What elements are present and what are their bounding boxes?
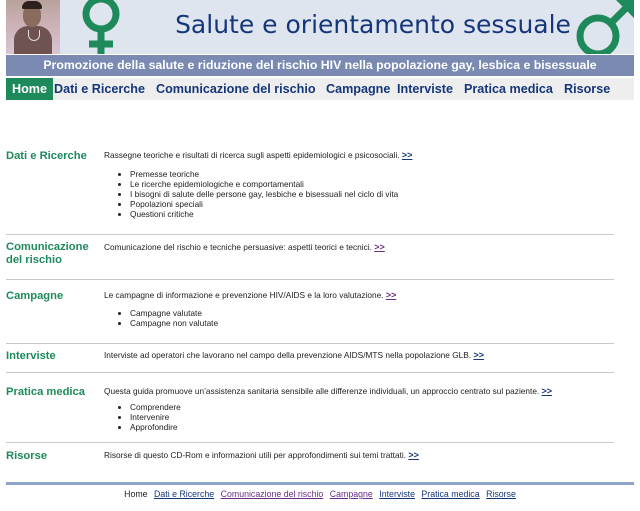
- divider: [6, 442, 614, 443]
- nav-item-comunicazione[interactable]: Comunicazione del rischio: [156, 82, 316, 96]
- section-title-line: del rischio: [6, 254, 62, 266]
- section-title-line: Comunicazione: [6, 241, 89, 253]
- footer-link-risorse[interactable]: Risorse: [486, 489, 516, 499]
- subtitle-banner: Promozione della salute e riduzione del rischio HIV nella popolazione gay, lesbica e bisessuale: [6, 55, 634, 76]
- list-item: • Le ricerche epidemiologiche e comportamentali: [130, 179, 398, 189]
- mars-icon: [572, 0, 634, 54]
- list-item: • Campagne non valutate: [130, 318, 218, 328]
- bullet-list: [104, 169, 398, 219]
- description-text: Risorse di questo CD-Rom e informazioni utili per approfondimenti sui temi trattati.: [104, 450, 407, 460]
- description-text: Comunicazione del rischio e tecniche persuasive: aspetti teorici e tecnici.: [104, 242, 372, 252]
- description-text: Questa guida promuove un’assistenza sanitaria sensibile alle differenze individuali, un approccio centrato sul paziente.: [104, 386, 540, 396]
- section-description: [104, 349, 619, 361]
- footer-link-dati-e-ricerche[interactable]: Dati e Ricerche: [154, 489, 215, 499]
- description-text: Rassegne teoriche e risultati di ricerca sugli aspetti epidemiologici e psicosociali.: [104, 150, 400, 160]
- bullet-list: [104, 402, 181, 432]
- footer-link-pratica-medica[interactable]: Pratica medica: [421, 489, 480, 499]
- description-text: Le campagne di informazione e prevenzione HIV/AIDS e la loro valutazione.: [104, 290, 384, 300]
- nav-item-pratica-medica[interactable]: Pratica medica: [464, 82, 553, 96]
- section-description: [104, 289, 619, 301]
- footer-link-home[interactable]: Home: [124, 489, 148, 499]
- nav-item-interviste[interactable]: Interviste: [397, 82, 453, 96]
- footer-link-campagne[interactable]: Campagne: [329, 489, 373, 499]
- more-link[interactable]: >>: [385, 290, 397, 300]
- list-item: • Premesse teoriche: [130, 169, 398, 179]
- more-link[interactable]: >>: [473, 350, 484, 360]
- footer-nav: [0, 489, 640, 499]
- header-photo: [6, 0, 60, 54]
- footer-link-comunicazione[interactable]: Comunicazione del rischio: [220, 489, 324, 499]
- section-title[interactable]: [6, 241, 101, 267]
- more-link[interactable]: >>: [408, 450, 419, 460]
- nav-item-home[interactable]: Home: [6, 78, 53, 100]
- venus-icon: [78, 0, 124, 54]
- list-item: • Approfondire: [130, 422, 181, 432]
- section-title[interactable]: Risorse: [6, 450, 48, 462]
- more-link[interactable]: >>: [374, 242, 385, 252]
- footer-link-interviste[interactable]: Interviste: [379, 489, 415, 499]
- divider: [6, 234, 614, 235]
- list-item: • Campagne valutate: [130, 308, 218, 318]
- list-item: • Questioni critiche: [130, 209, 398, 219]
- divider: [6, 279, 614, 280]
- section-description: [104, 449, 619, 461]
- footer-rule: [6, 482, 634, 485]
- section-title[interactable]: Interviste: [6, 350, 56, 362]
- section-description: [104, 385, 619, 397]
- description-text: Interviste ad operatori che lavorano nel campo della prevenzione AIDS/MTS nella popolazione GLB.: [104, 350, 472, 360]
- list-item: • Intervenire: [130, 412, 181, 422]
- more-link[interactable]: >>: [541, 386, 553, 396]
- list-item: • Comprendere: [130, 402, 181, 412]
- more-link[interactable]: >>: [401, 150, 413, 160]
- divider: [6, 343, 614, 344]
- section-title[interactable]: Dati e Ricerche: [6, 150, 87, 162]
- section-title[interactable]: Campagne: [6, 290, 64, 302]
- site-header: [6, 0, 634, 54]
- nav-item-campagne[interactable]: Campagne: [326, 82, 391, 96]
- divider: [6, 372, 614, 373]
- main-nav: [6, 78, 634, 100]
- list-item: • I bisogni di salute delle persone gay, lesbiche e bisessuali nel ciclo di vita: [130, 189, 398, 199]
- section-description: [104, 149, 619, 161]
- section-description: [104, 241, 619, 253]
- nav-item-dati-e-ricerche[interactable]: Dati e Ricerche: [54, 82, 145, 96]
- list-item: • Popolazioni speciali: [130, 199, 398, 209]
- section-title[interactable]: Pratica medica: [6, 386, 85, 398]
- nav-item-risorse[interactable]: Risorse: [564, 82, 611, 96]
- bullet-list: [104, 308, 218, 328]
- page-title: Salute e orientamento sessuale: [175, 10, 571, 39]
